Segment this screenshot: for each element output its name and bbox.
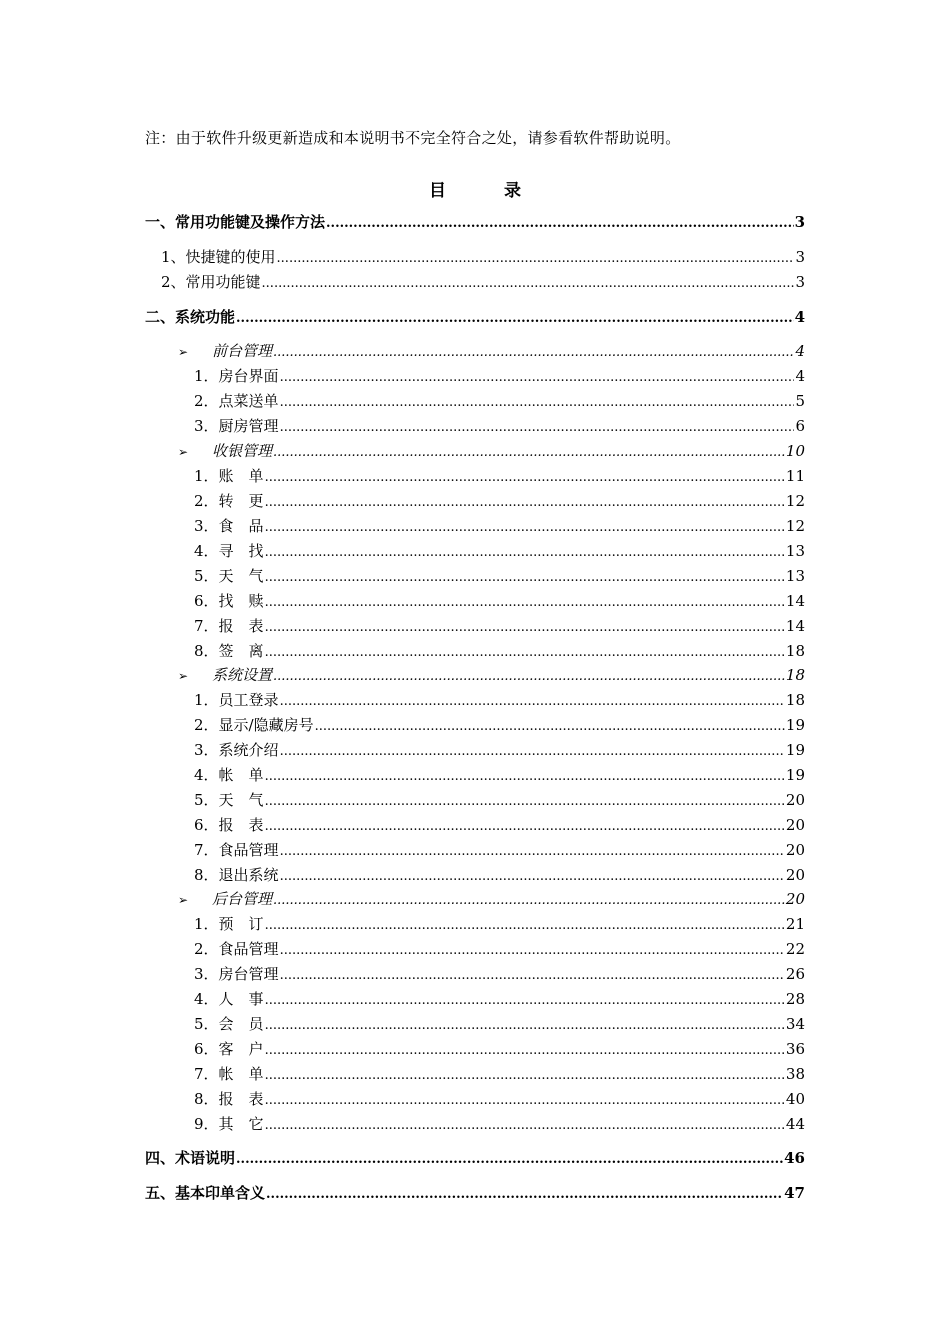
dot-leader [265,620,785,635]
toc-entry-page: 44 [785,1115,805,1133]
dot-leader [280,844,785,859]
toc-entry-page: 19 [785,766,805,784]
toc-entry-label [178,440,272,461]
toc-entry-text: 天 气 [218,567,264,585]
toc-entry-page: 28 [785,990,805,1008]
toc-entry-number: 3． [194,741,219,759]
toc-entry-text: 员工登录 [218,691,279,709]
toc-entry[interactable] [161,246,805,268]
toc-entry-text: 房台管理 [218,965,279,983]
toc-entry-text: 收银管理 [212,442,273,460]
toc-entry-page: 10 [785,442,805,460]
toc-entry-page: 11 [785,467,805,485]
toc-entry-number: 3． [194,517,219,535]
dot-leader [265,570,785,585]
dot-leader [265,1043,785,1058]
toc-entry-text: 食品管理 [218,940,279,958]
toc-entry-number: 1． [194,691,219,709]
toc-entry[interactable] [194,515,805,537]
toc-entry[interactable] [194,1088,805,1110]
toc-entry-page: 34 [785,1015,805,1033]
dot-leader [277,251,795,266]
toc-entry-number: 6． [194,816,219,834]
dot-leader [265,794,785,809]
arrow-bullet-icon: ➢ [178,893,189,907]
toc-entry-number: 2． [194,716,219,734]
toc-entry-text: 报 表 [218,617,264,635]
toc-entry-page: 38 [785,1065,805,1083]
toc-entry-page: 3 [795,273,805,291]
dot-leader [265,1068,785,1083]
arrow-bullet-icon: ➢ [178,669,189,683]
toc-entry[interactable] [194,615,805,637]
toc-entry[interactable] [194,565,805,587]
toc-entry-text: 一、常用功能键及操作方法 [145,213,326,231]
toc-entry-label [194,988,264,1009]
toc-entry-label [194,864,279,885]
toc-entry-text: 天 气 [218,791,264,809]
toc-entry-page: 20 [785,841,805,859]
dot-leader [265,545,785,560]
toc-entry-text: 2、常用功能键 [161,273,261,291]
toc-entry-page: 13 [785,567,805,585]
dot-leader [280,420,795,435]
toc-entry-number: 2． [194,392,219,410]
toc-entry[interactable] [194,1013,805,1035]
toc-entry[interactable] [194,640,805,662]
toc-entry-page: 13 [785,542,805,560]
dot-leader [280,968,785,983]
toc-entry[interactable] [145,1182,805,1204]
toc-entry-page: 12 [785,517,805,535]
toc-entry-text: 报 表 [218,1090,264,1108]
toc-entry-label [178,888,272,909]
toc-entry-page: 18 [785,691,805,709]
toc-entry[interactable] [194,814,805,836]
toc-entry-text: 帐 单 [218,1065,264,1083]
toc-entry-number: 4． [194,766,219,784]
dot-leader [326,216,794,231]
toc-entry-label [194,540,264,561]
toc-entry-label [194,963,279,984]
dot-leader [273,345,794,360]
toc-entry[interactable] [178,440,805,462]
dot-leader [280,869,785,884]
toc-entry-page: 3 [795,248,805,266]
toc-entry[interactable] [194,1038,805,1060]
toc-entry-page: 4 [795,342,805,360]
toc-entry-number: 7． [194,1065,219,1083]
toc-entry[interactable] [194,1113,805,1135]
toc-entry-number: 3． [194,417,219,435]
toc-entry[interactable] [145,306,805,328]
toc-entry-label [194,640,264,661]
toc-entry-text: 会 员 [218,1015,264,1033]
toc-entry-number: 6． [194,1040,219,1058]
dot-leader [273,445,785,460]
toc-entry-label [194,465,264,486]
toc-entry-label [194,789,264,810]
toc-entry-text: 后台管理 [212,890,273,908]
toc-entry-text: 五、基本印单含义 [145,1184,266,1202]
dot-leader [265,595,785,610]
dot-leader [236,1152,783,1167]
toc-entry[interactable] [194,390,805,412]
toc-entry-text: 客 户 [218,1040,264,1058]
toc-entry-text: 退出系统 [218,866,279,884]
toc-entry-page: 20 [785,866,805,884]
toc-entry-label [194,615,264,636]
toc-entry-page: 46 [784,1149,805,1167]
toc-entry-page: 19 [785,741,805,759]
toc-entry[interactable] [178,340,805,362]
toc-entry-page: 36 [785,1040,805,1058]
dot-leader [265,918,785,933]
toc-entry-label [194,689,279,710]
dot-leader [236,311,794,326]
toc-entry[interactable] [161,271,805,293]
toc-entry-page: 4 [795,367,805,385]
toc-entry-text: 找 赎 [218,592,264,610]
toc-entry-text: 报 表 [218,816,264,834]
toc-entry[interactable] [194,714,805,736]
dot-leader [315,719,785,734]
toc-entry-text: 其 它 [218,1115,264,1133]
dot-leader [273,893,785,908]
toc-entry-label [194,1063,264,1084]
toc-entry-text: 签 离 [218,642,264,660]
toc-entry-page: 22 [785,940,805,958]
dot-leader [265,769,785,784]
toc-entry-text: 转 更 [218,492,264,510]
toc-entry-number: 5． [194,567,219,585]
toc-entry-page: 20 [785,791,805,809]
toc-entry-label [145,306,235,327]
toc-entry-number: 5． [194,1015,219,1033]
toc-entry[interactable] [194,415,805,437]
toc-entry-page: 20 [785,890,805,908]
toc-entry[interactable] [145,211,805,233]
toc-entry-number: 6． [194,592,219,610]
toc-entry-page: 18 [785,642,805,660]
toc-entry[interactable] [194,839,805,861]
toc-entry-page: 6 [795,417,805,435]
toc-entry[interactable] [194,1063,805,1085]
disclaimer-note: 注：由于软件升级更新造成和本说明书不完全符合之处，请参看软件帮助说明。 [145,129,681,147]
toc-entry-number: 8． [194,866,219,884]
dot-leader [280,744,785,759]
toc-entry-text: 寻 找 [218,542,264,560]
toc-entry[interactable] [194,540,805,562]
toc-entry-page: 4 [794,308,805,326]
toc-entry[interactable] [194,988,805,1010]
toc-entry-page: 26 [785,965,805,983]
toc-entry-text: 食品管理 [218,841,279,859]
toc-entry-text: 1、快捷键的使用 [161,248,276,266]
toc-entry-text: 预 订 [218,915,264,933]
toc-entry-number: 8． [194,642,219,660]
dot-leader [265,1093,785,1108]
toc-entry-text: 四、术语说明 [145,1149,236,1167]
toc-entry[interactable] [194,913,805,935]
toc-entry-label [194,764,264,785]
toc-entry-number: 9． [194,1115,219,1133]
toc-entry-page: 3 [794,213,805,231]
dot-leader [266,1187,783,1202]
toc-entry[interactable] [194,590,805,612]
toc-entry-text: 厨房管理 [218,417,279,435]
toc-title-text: 目 录 [429,181,547,201]
toc-entry[interactable] [194,739,805,761]
toc-entry[interactable] [194,764,805,786]
dot-leader [273,669,785,684]
toc-entry-number: 2． [194,940,219,958]
toc-entry-page: 19 [785,716,805,734]
toc-entry-number: 3． [194,965,219,983]
toc-entry[interactable] [194,689,805,711]
toc-entry-page: 47 [784,1184,805,1202]
toc-entry-page: 21 [785,915,805,933]
dot-leader [265,495,785,510]
dot-leader [280,370,795,385]
toc-entry-label [194,415,279,436]
toc-entry[interactable] [145,1147,805,1169]
toc-entry-text: 食 品 [218,517,264,535]
toc-entry[interactable] [194,963,805,985]
toc-entry-label [161,246,276,267]
toc-entry-page: 14 [785,592,805,610]
toc-entry-number: 5． [194,791,219,809]
dot-leader [265,520,785,535]
toc-entry-number: 2． [194,492,219,510]
toc-title [0,176,950,201]
toc-entry-number: 7． [194,617,219,635]
toc-entry-label [145,211,325,232]
toc-entry-label [161,271,261,292]
toc-entry-label [194,814,264,835]
toc-entry[interactable] [194,789,805,811]
dot-leader [265,1118,785,1133]
toc-entry-page: 14 [785,617,805,635]
toc-entry[interactable] [194,938,805,960]
dot-leader [280,694,785,709]
toc-entry-label [194,515,264,536]
toc-entry-label [178,664,272,685]
toc-entry-label [194,913,264,934]
dot-leader [265,819,785,834]
arrow-bullet-icon: ➢ [178,445,189,459]
toc-entry-label [178,340,272,361]
toc-entry-label [194,1088,264,1109]
toc-entry-label [145,1182,265,1203]
toc-entry-number: 7． [194,841,219,859]
toc-entry[interactable] [194,365,805,387]
dot-leader [265,1018,785,1033]
toc-entry-number: 1． [194,367,219,385]
dot-leader [262,276,795,291]
toc-entry-text: 人 事 [218,990,264,1008]
toc-entry-page: 40 [785,1090,805,1108]
toc-entry-text: 二、系统功能 [145,308,236,326]
toc-entry-number: 4． [194,542,219,560]
toc-entry-label [194,1038,264,1059]
toc-entry[interactable] [194,864,805,886]
toc-entry-label [194,590,264,611]
toc-entry-label [194,565,264,586]
toc-entry-text: 点菜送单 [218,392,279,410]
toc-entry-page: 20 [785,816,805,834]
toc-entry-label [194,390,279,411]
toc-entry-page: 5 [795,392,805,410]
toc-entry-text: 房台界面 [218,367,279,385]
toc-entry[interactable] [178,888,805,910]
toc-entry-label [194,490,264,511]
toc-entry[interactable] [194,465,805,487]
dot-leader [280,943,785,958]
toc-entry-text: 帐 单 [218,766,264,784]
toc-entry-text: 前台管理 [212,342,273,360]
toc-entry-page: 12 [785,492,805,510]
toc-entry[interactable] [178,664,805,686]
dot-leader [265,470,785,485]
toc-entry-number: 1． [194,915,219,933]
toc-entry-number: 4． [194,990,219,1008]
toc-entry-label [194,839,279,860]
toc-entry-text: 账 单 [218,467,264,485]
toc-entry-page: 18 [785,666,805,684]
dot-leader [265,645,785,660]
toc-entry-label [194,1013,264,1034]
dot-leader [280,395,795,410]
toc-entry-label [194,938,279,959]
toc-entry-label [194,714,314,735]
toc-entry-text: 系统设置 [212,666,273,684]
toc-entry-label [145,1147,235,1168]
toc-entry-label [194,739,279,760]
toc-entry-text: 显示/隐藏房号 [218,716,314,734]
toc-entry-label [194,1113,264,1134]
toc-entry-number: 1． [194,467,219,485]
toc-entry-label [194,365,279,386]
toc-entry-text: 系统介绍 [218,741,279,759]
dot-leader [265,993,785,1008]
arrow-bullet-icon: ➢ [178,345,189,359]
toc-entry[interactable] [194,490,805,512]
toc-entry-number: 8． [194,1090,219,1108]
